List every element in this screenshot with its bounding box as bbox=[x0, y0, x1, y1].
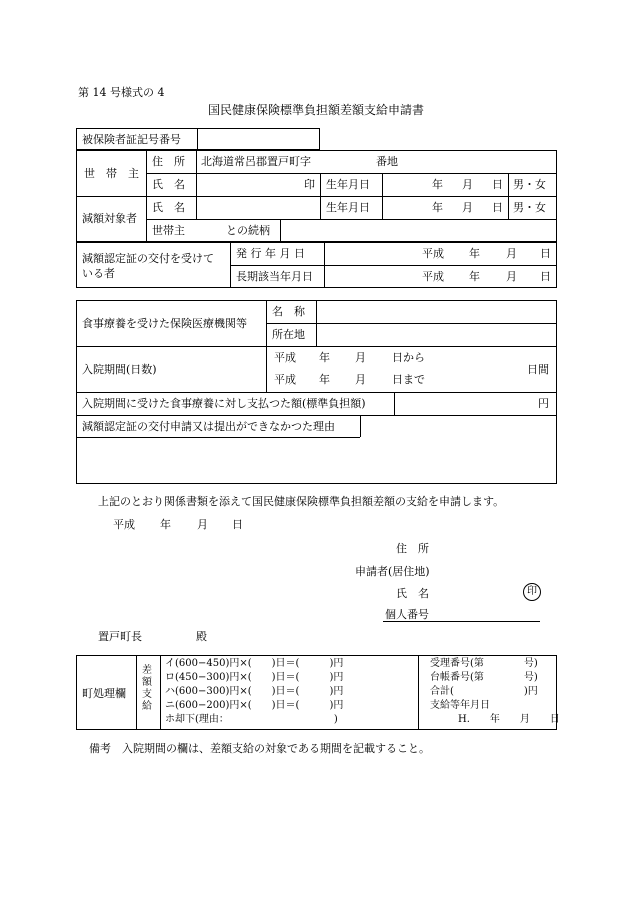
household-gender[interactable]: 男・女 bbox=[513, 178, 546, 191]
target-birth-year: 年 bbox=[432, 201, 443, 214]
target-birth-day: 日 bbox=[492, 201, 503, 214]
from-day: 日から bbox=[392, 351, 425, 364]
ledger-number: 台帳番号(第 号) bbox=[430, 672, 538, 683]
expiry-year: 年 bbox=[469, 270, 480, 283]
issue-month: 月 bbox=[506, 247, 517, 260]
payment-date: H. 年 月 日 bbox=[458, 714, 560, 725]
form-number: 第 14 号様式の 4 bbox=[78, 86, 165, 99]
insured-number-label: 被保険者証記号番号 bbox=[82, 133, 181, 146]
certificate-label-1: 減額認定証の交付を受けて bbox=[82, 252, 214, 265]
expiry-day: 日 bbox=[540, 270, 551, 283]
expiry-month: 月 bbox=[506, 270, 517, 283]
expiry-date-label: 長期該当年月日 bbox=[236, 270, 313, 283]
office-label: 町処理欄 bbox=[82, 687, 126, 700]
target-person-label: 減額対象者 bbox=[82, 212, 137, 225]
issue-year: 年 bbox=[469, 247, 480, 260]
date-year: 年 bbox=[160, 518, 171, 531]
vertical-char-2: 額 bbox=[142, 677, 152, 688]
total-amount: 合計( )円 bbox=[430, 686, 538, 697]
to-year: 年 bbox=[319, 373, 330, 386]
date-month: 月 bbox=[197, 518, 208, 531]
to-day: 日まで bbox=[392, 373, 425, 386]
page-title: 国民健康保険標準負担額差額支給申請書 bbox=[208, 103, 425, 117]
applicant-name-label: 氏 名 bbox=[396, 587, 429, 600]
household-address-suffix: 番地 bbox=[376, 155, 398, 168]
relation-suffix: との続柄 bbox=[226, 224, 270, 237]
days-unit: 日間 bbox=[527, 363, 549, 376]
receipt-number: 受理番号(第 号) bbox=[430, 658, 538, 669]
from-era: 平成 bbox=[274, 351, 296, 364]
household-birth-label: 生年月日 bbox=[326, 178, 370, 191]
target-birth-label: 生年月日 bbox=[326, 201, 370, 214]
institution-name-label: 名 称 bbox=[272, 305, 305, 318]
reason-label: 減額認定証の交付申請又は提出ができなかつた理由 bbox=[82, 420, 335, 433]
applicant-label: 申請者(居住地) bbox=[355, 565, 430, 578]
payment-label: 入院期間に受けた食事療養に対し支払つた額(標準負担額) bbox=[82, 397, 366, 410]
mayor-label: 置戸町長 bbox=[98, 630, 142, 643]
issue-day: 日 bbox=[540, 247, 551, 260]
certificate-label-2: いる者 bbox=[82, 267, 115, 280]
issue-era: 平成 bbox=[422, 247, 444, 260]
household-birth-month: 月 bbox=[462, 178, 473, 191]
date-era: 平成 bbox=[113, 518, 135, 531]
personal-number-field[interactable] bbox=[432, 606, 538, 620]
seal-stamp-icon: 印 bbox=[523, 583, 541, 601]
relation-prefix: 世帯主 bbox=[152, 224, 185, 237]
target-gender[interactable]: 男・女 bbox=[513, 201, 546, 214]
calc-row-ha: ハ(600−300)円×( )日＝( )円 bbox=[165, 686, 344, 697]
household-birth-day: 日 bbox=[492, 178, 503, 191]
vertical-char-1: 差 bbox=[142, 665, 152, 676]
hospitalization-label: 入院期間(日数) bbox=[82, 363, 157, 376]
note: 備考 入院期間の欄は、差額支給の対象である期間を記載すること。 bbox=[89, 742, 430, 755]
payment-unit: 円 bbox=[538, 397, 549, 410]
personal-number-label: 個人番号 bbox=[385, 608, 429, 621]
household-head-label: 世 帯 主 bbox=[84, 167, 139, 180]
household-address-value[interactable]: 北海道常呂郡置戸町字 bbox=[201, 155, 311, 168]
household-birth-year: 年 bbox=[432, 178, 443, 191]
applicant-address-label: 住 所 bbox=[396, 542, 429, 555]
payment-date-label: 支給等年月日 bbox=[430, 700, 490, 711]
declaration: 上記のとおり関係書類を添えて国民健康保険標準負担額差額の支給を申請します。 bbox=[98, 495, 505, 508]
from-year: 年 bbox=[319, 351, 330, 364]
to-month: 月 bbox=[355, 373, 366, 386]
calc-row-i: イ(600−450)円×( )日＝( )円 bbox=[165, 658, 344, 669]
household-address-label: 住 所 bbox=[152, 155, 185, 168]
date-day: 日 bbox=[232, 518, 243, 531]
household-seal: 印 bbox=[304, 178, 315, 191]
target-name-label: 氏 名 bbox=[152, 201, 185, 214]
expiry-era: 平成 bbox=[422, 270, 444, 283]
calc-row-rejection: ホ却下(理由： ) bbox=[165, 714, 338, 725]
from-month: 月 bbox=[355, 351, 366, 364]
calc-row-ni: ニ(600−200)円×( )日＝( )円 bbox=[165, 700, 344, 711]
institution-location-label: 所在地 bbox=[272, 328, 305, 341]
vertical-char-3: 支 bbox=[142, 689, 152, 700]
vertical-char-4: 給 bbox=[142, 701, 152, 712]
calc-row-ro: ロ(450−300)円×( )日＝( )円 bbox=[165, 672, 344, 683]
issue-date-label: 発 行 年 月 日 bbox=[236, 247, 305, 260]
institution-label: 食事療養を受けた保険医療機関等 bbox=[82, 317, 247, 330]
target-birth-month: 月 bbox=[462, 201, 473, 214]
honorific: 殿 bbox=[196, 630, 207, 643]
to-era: 平成 bbox=[274, 373, 296, 386]
reason-field[interactable] bbox=[78, 440, 554, 482]
household-name-label: 氏 名 bbox=[152, 178, 185, 191]
